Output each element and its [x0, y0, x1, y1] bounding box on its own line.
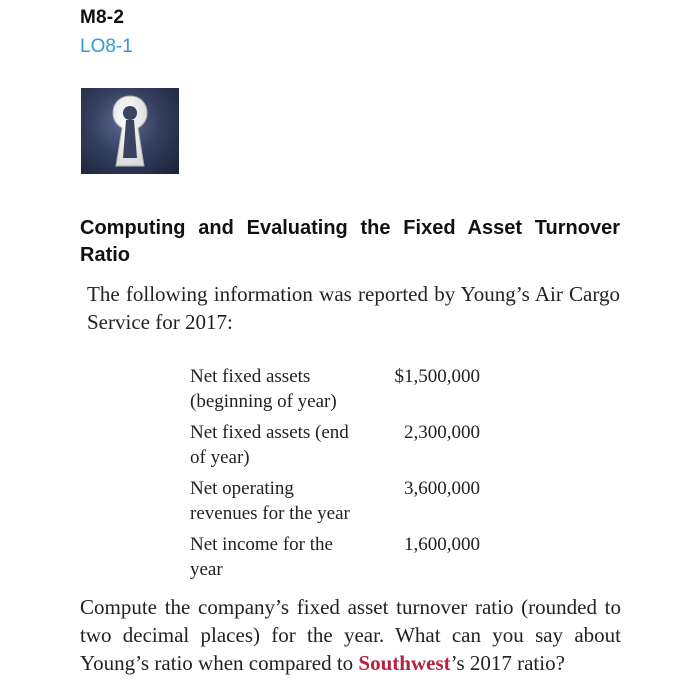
table-row [190, 420, 480, 476]
row-label: Net fixed assets (beginning of year) [190, 366, 337, 412]
question-paragraph [80, 593, 621, 677]
keyhole-icon [81, 88, 179, 174]
row-label: Net fixed assets (end of year) [190, 422, 349, 468]
row-label: Net income for the year [190, 534, 333, 580]
table-row [190, 364, 480, 420]
financial-data-table [190, 364, 480, 588]
question-text-end: ’s 2017 ratio? [450, 651, 565, 675]
row-value: 2,300,000 [404, 422, 480, 443]
intro-paragraph: The following information was reported by Young’s Air Cargo Service for 2017: [87, 282, 620, 334]
company-highlight: Southwest [358, 651, 451, 675]
question-text: Compute the company’s fixed asset turnover ratio (rounded to two decimal places) for the year. What can you say about Young’s ratio when compared to [80, 595, 621, 675]
table-row [190, 476, 480, 532]
problem-id: M8-2 [80, 7, 125, 28]
row-value: 1,600,000 [404, 534, 480, 555]
row-value: 3,600,000 [404, 478, 480, 499]
problem-title: Computing and Evaluating the Fixed Asset Turnover Ratio [80, 217, 620, 266]
row-label: Net operating revenues for the year [190, 478, 350, 524]
learning-objective-id: LO8-1 [80, 36, 133, 57]
row-value: $1,500,000 [394, 366, 480, 387]
table-row [190, 532, 480, 588]
